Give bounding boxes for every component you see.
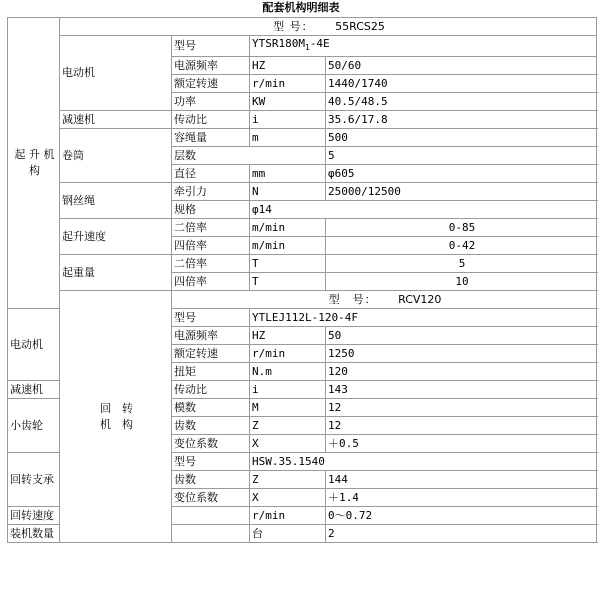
hoist-motor-freq-value: 50/60 bbox=[326, 57, 597, 75]
slewing-model-header-label: 型 号： bbox=[328, 292, 377, 306]
slewing-model-header-value: RCV120 bbox=[398, 292, 442, 306]
hoist-lift-weight-quad-value: 10 bbox=[326, 273, 597, 291]
slewing-pinion-module-label: 模数 bbox=[172, 399, 250, 417]
hoist-rope-label: 钢丝绳 bbox=[60, 183, 172, 219]
empty-cell bbox=[172, 525, 250, 543]
slewing-bearing-shift-value: ＋1.4 bbox=[326, 489, 597, 507]
hoist-motor-freq-label: 电源频率 bbox=[172, 57, 250, 75]
hoist-model-header-value: 55RCS25 bbox=[335, 19, 385, 33]
table-title: 配套机构明细表 bbox=[262, 1, 340, 14]
table-row bbox=[8, 36, 597, 57]
hoist-lift-weight-double-label: 二倍率 bbox=[172, 255, 250, 273]
slewing-bearing-model-label: 型号 bbox=[172, 453, 250, 471]
hoist-lift-speed-double-value: 0-85 bbox=[326, 219, 597, 237]
hoist-lift-speed-quad-value: 0-42 bbox=[326, 237, 597, 255]
hoist-rope-pull-label: 牵引力 bbox=[172, 183, 250, 201]
slewing-pinion-label: 小齿轮 bbox=[8, 399, 60, 453]
table-row bbox=[8, 255, 597, 273]
hoist-lift-weight-quad-unit: T bbox=[250, 273, 326, 291]
hoist-rope-spec-label: 规格 bbox=[172, 201, 250, 219]
table-row bbox=[8, 219, 597, 237]
slewing-group-label-line1: 回 转 bbox=[100, 401, 133, 415]
slewing-reducer-label: 减速机 bbox=[8, 381, 60, 399]
hoist-motor-speed-unit: r/min bbox=[250, 75, 326, 93]
hoist-reducer-ratio-unit: i bbox=[250, 111, 326, 129]
slewing-reducer-ratio-label: 传动比 bbox=[172, 381, 250, 399]
slewing-reducer-ratio-unit: i bbox=[250, 381, 326, 399]
slewing-install-count-label: 装机数量 bbox=[8, 525, 60, 543]
slewing-pinion-shift-unit: X bbox=[250, 435, 326, 453]
slewing-install-count-value: 2 bbox=[326, 525, 597, 543]
hoist-motor-power-label: 功率 bbox=[172, 93, 250, 111]
slewing-bearing-shift-label: 变位系数 bbox=[172, 489, 250, 507]
hoist-lift-speed-quad-unit: m/min bbox=[250, 237, 326, 255]
slewing-motor-torque-value: 120 bbox=[326, 363, 597, 381]
slewing-bearing-model-value: HSW.35.1540 bbox=[250, 453, 597, 471]
slewing-group-label-line2: 机 构 bbox=[100, 417, 133, 431]
slewing-bearing-teeth-value: 144 bbox=[326, 471, 597, 489]
hoist-drum-diameter-value: φ605 bbox=[326, 165, 597, 183]
hoist-group-label bbox=[8, 18, 60, 309]
hoist-model-header bbox=[60, 18, 597, 36]
hoist-drum-capacity-label: 容绳量 bbox=[172, 129, 250, 147]
slewing-bearing-label: 回转支承 bbox=[8, 453, 60, 507]
hoist-model-header-label: 型 号： bbox=[273, 19, 314, 33]
hoist-reducer-ratio-value: 35.6/17.8 bbox=[326, 111, 597, 129]
slewing-motor-model-label: 型号 bbox=[172, 309, 250, 327]
hoist-drum-layers-label: 层数 bbox=[172, 147, 326, 165]
hoist-lift-weight-double-unit: T bbox=[250, 255, 326, 273]
slewing-motor-freq-label: 电源频率 bbox=[172, 327, 250, 345]
slewing-pinion-shift-label: 变位系数 bbox=[172, 435, 250, 453]
hoist-motor-model-label: 型号 bbox=[172, 36, 250, 57]
hoist-rope-spec-value: φ14 bbox=[250, 201, 597, 219]
hoist-lift-weight-label: 起重量 bbox=[60, 255, 172, 291]
hoist-lift-speed-quad-label: 四倍率 bbox=[172, 237, 250, 255]
slewing-pinion-teeth-label: 齿数 bbox=[172, 417, 250, 435]
table-row bbox=[8, 183, 597, 201]
hoist-drum-diameter-label: 直径 bbox=[172, 165, 250, 183]
hoist-reducer-label: 减速机 bbox=[60, 111, 172, 129]
hoist-drum-label: 卷筒 bbox=[60, 129, 172, 183]
slewing-group-label bbox=[60, 291, 172, 543]
slewing-slew-speed-label: 回转速度 bbox=[8, 507, 60, 525]
hoist-motor-power-unit: KW bbox=[250, 93, 326, 111]
hoist-lift-speed-double-label: 二倍率 bbox=[172, 219, 250, 237]
slewing-motor-freq-unit: HZ bbox=[250, 327, 326, 345]
hoist-lift-weight-quad-label: 四倍率 bbox=[172, 273, 250, 291]
slewing-pinion-module-value: 12 bbox=[326, 399, 597, 417]
slewing-pinion-module-unit: M bbox=[250, 399, 326, 417]
hoist-rope-pull-value: 25000/12500 bbox=[326, 183, 597, 201]
slewing-motor-label: 电动机 bbox=[8, 309, 60, 381]
table-row bbox=[8, 111, 597, 129]
slewing-motor-freq-value: 50 bbox=[326, 327, 597, 345]
hoist-motor-speed-label: 额定转速 bbox=[172, 75, 250, 93]
hoist-motor-model-value bbox=[250, 36, 597, 57]
slewing-pinion-teeth-value: 12 bbox=[326, 417, 597, 435]
slewing-slew-speed-value: 0～0.72 bbox=[326, 507, 597, 525]
slewing-install-count-unit: 台 bbox=[250, 525, 326, 543]
slewing-motor-torque-label: 扭矩 bbox=[172, 363, 250, 381]
hoist-drum-diameter-unit: mm bbox=[250, 165, 326, 183]
slewing-motor-speed-unit: r/min bbox=[250, 345, 326, 363]
slewing-pinion-teeth-unit: Z bbox=[250, 417, 326, 435]
slewing-bearing-teeth-label: 齿数 bbox=[172, 471, 250, 489]
hoist-motor-power-value: 40.5/48.5 bbox=[326, 93, 597, 111]
slewing-motor-torque-unit: N.m bbox=[250, 363, 326, 381]
hoist-group-label-line1: 起 升 机 bbox=[14, 148, 55, 161]
hoist-motor-speed-value: 1440/1740 bbox=[326, 75, 597, 93]
hoist-lift-speed-label: 起升速度 bbox=[60, 219, 172, 255]
hoist-motor-model-value-b: -4E bbox=[309, 37, 330, 50]
table-row bbox=[8, 291, 597, 309]
hoist-motor-model-value-sub: 1 bbox=[304, 43, 310, 52]
slewing-bearing-shift-unit: X bbox=[250, 489, 326, 507]
table-row bbox=[8, 129, 597, 147]
slewing-bearing-teeth-unit: Z bbox=[250, 471, 326, 489]
hoist-motor-freq-unit: HZ bbox=[250, 57, 326, 75]
hoist-drum-capacity-value: 500 bbox=[326, 129, 597, 147]
hoist-lift-speed-double-unit: m/min bbox=[250, 219, 326, 237]
slewing-motor-speed-value: 1250 bbox=[326, 345, 597, 363]
table-row bbox=[8, 18, 597, 36]
hoist-group-label-line2: 构 bbox=[29, 164, 40, 177]
spec-table bbox=[7, 17, 597, 543]
hoist-lift-weight-double-value: 5 bbox=[326, 255, 597, 273]
hoist-rope-pull-unit: N bbox=[250, 183, 326, 201]
hoist-motor-label: 电动机 bbox=[60, 36, 172, 111]
slewing-motor-model-value: YTLEJ112L-120-4F bbox=[250, 309, 597, 327]
slewing-reducer-ratio-value: 143 bbox=[326, 381, 597, 399]
hoist-reducer-ratio-label: 传动比 bbox=[172, 111, 250, 129]
hoist-motor-model-value-a: YTSR180M bbox=[252, 37, 305, 50]
slewing-motor-speed-label: 额定转速 bbox=[172, 345, 250, 363]
slewing-model-header bbox=[172, 291, 597, 309]
slewing-slew-speed-unit: r/min bbox=[250, 507, 326, 525]
slewing-pinion-shift-value: ＋0.5 bbox=[326, 435, 597, 453]
hoist-drum-capacity-unit: m bbox=[250, 129, 326, 147]
empty-cell bbox=[172, 507, 250, 525]
hoist-drum-layers-value: 5 bbox=[326, 147, 597, 165]
